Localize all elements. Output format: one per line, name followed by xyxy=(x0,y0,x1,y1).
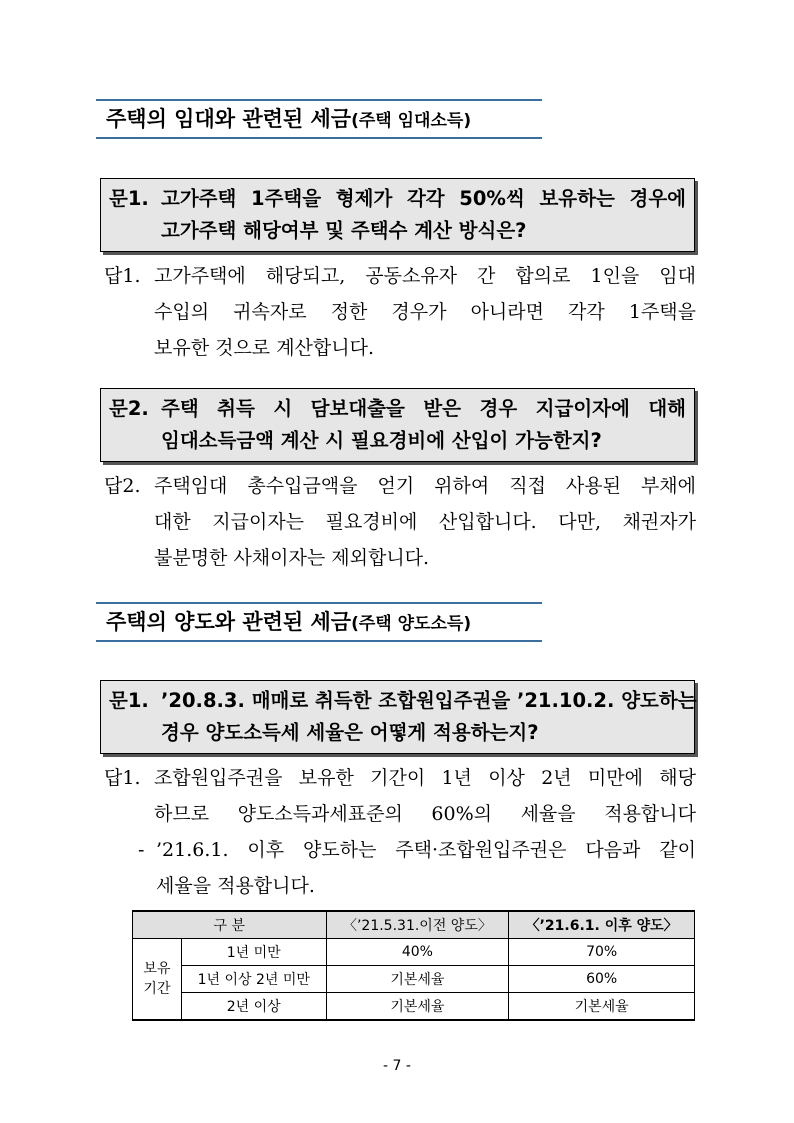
tax-rate-table xyxy=(132,910,695,1021)
table-group-label-line: 보유 xyxy=(143,961,171,977)
question-text-line: ’20.8.3. 매매로 취득한 조합원입주권을 ’21.10.2. 양도하는 xyxy=(161,689,697,712)
table-cell-before: 기본세율 xyxy=(326,966,509,993)
bullet-text-line: 세율을 적용합니다. xyxy=(156,875,315,897)
question-box-1 xyxy=(100,178,695,252)
answer-block-2 xyxy=(104,468,696,576)
answer-text-line: 불분명한 사채이자는 제외합니다. xyxy=(154,547,430,569)
question-text-line: 임대소득금액 계산 시 필요경비에 산입이 가능한지? xyxy=(161,429,602,452)
table-header-row xyxy=(133,911,695,939)
section-title-transfer xyxy=(96,602,542,642)
answer-label: 답1. xyxy=(104,767,141,789)
answer-label: 답2. xyxy=(104,475,141,497)
section-subtitle: (주택 임대소득) xyxy=(351,111,472,131)
section-title-text: 주택의 임대와 관련된 세금 xyxy=(106,107,352,131)
question-text-line: 주택 취득 시 담보대출을 받은 경우 지급이자에 대해 xyxy=(161,397,686,420)
answer-text-line: 보유한 것으로 계산합니다. xyxy=(154,337,375,359)
table-cell-after: 기본세율 xyxy=(509,993,695,1021)
question-box-2 xyxy=(100,388,695,462)
bullet-mark: - xyxy=(138,839,145,861)
page-number: - 7 - xyxy=(383,1058,411,1074)
table-cell-period: 1년 이상 2년 미만 xyxy=(181,966,326,993)
answer-text-line: 고가주택에 해당되고, 공동소유자 간 합의로 1인을 임대 xyxy=(154,265,696,287)
table-cell-before: 기본세율 xyxy=(326,993,509,1021)
table-header-category: 구 분 xyxy=(133,911,327,939)
table-cell-period: 1년 미만 xyxy=(181,939,326,966)
section-title-text: 주택의 양도와 관련된 세금 xyxy=(106,610,352,634)
answer-text-line: 조합원입주권을 보유한 기간이 1년 이상 2년 미만에 해당 xyxy=(154,767,696,789)
table-cell-before: 40% xyxy=(326,939,509,966)
table-group-label xyxy=(133,939,182,1021)
question-label: 문1. xyxy=(109,689,149,712)
question-text-line: 고가주택 해당여부 및 주택수 계산 방식은? xyxy=(161,219,527,242)
answer-text-line: 주택임대 총수입금액을 얻기 위하여 직접 사용된 부채에 xyxy=(154,475,696,497)
question-text-line: 경우 양도소득세 세율은 어떻게 적용하는지? xyxy=(161,721,539,744)
table-header-before: 〈’21.5.31.이전 양도〉 xyxy=(326,911,509,939)
table-header-after: 〈’21.6.1. 이후 양도〉 xyxy=(509,911,695,939)
bullet-text-line: ’21.6.1. 이후 양도하는 주택·조합원입주권은 다음과 같이 xyxy=(156,839,696,861)
table-row xyxy=(133,939,695,966)
question-box-3 xyxy=(100,680,695,754)
table-cell-after: 70% xyxy=(509,939,695,966)
answer-text-line: 하므로 양도소득과세표준의 60%의 세율을 적용합니다 xyxy=(154,803,696,825)
table-row xyxy=(133,993,695,1021)
table-cell-after: 60% xyxy=(509,966,695,993)
bullet-note xyxy=(138,832,696,904)
table-cell-period: 2년 이상 xyxy=(181,993,326,1021)
question-text-line: 고가주택 1주택을 형제가 각각 50%씩 보유하는 경우에 xyxy=(161,187,686,210)
answer-block-1 xyxy=(104,258,696,366)
table-row xyxy=(133,966,695,993)
table-group-label-line: 기간 xyxy=(143,981,171,997)
answer-text-line: 수입의 귀속자로 정한 경우가 아니라면 각각 1주택을 xyxy=(154,301,696,323)
question-label: 문2. xyxy=(109,397,149,420)
answer-text-line: 대한 지급이자는 필요경비에 산입합니다. 다만, 채권자가 xyxy=(154,511,696,533)
answer-block-3 xyxy=(104,760,696,832)
question-label: 문1. xyxy=(109,187,149,210)
section-title-rental xyxy=(96,99,542,139)
section-subtitle: (주택 양도소득) xyxy=(351,614,472,634)
answer-label: 답1. xyxy=(104,265,141,287)
